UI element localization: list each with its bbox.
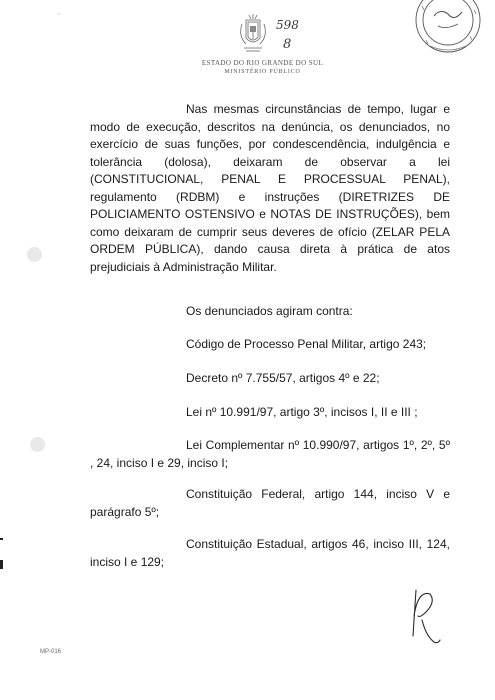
header-state: ESTADO DO RIO GRANDE DO SUL — [201, 59, 324, 67]
form-code: MP-016 — [40, 649, 62, 655]
header-ministry: MINISTÉRIO PÚBLICO — [224, 69, 301, 75]
legal-reference-item — [90, 437, 450, 472]
legal-reference-item: Decreto nº 7.755/57, artigos 4º e 22; — [186, 371, 380, 385]
legal-reference-text: Constituição Federal, artigo 144, inciso V e parágrafo 5º; — [90, 487, 450, 519]
legal-reference-item — [90, 536, 450, 571]
scan-edge-mark — [0, 538, 3, 540]
legal-reference-item: Lei nº 10.991/97, artigo 3º, incisos I, II e III ; — [186, 405, 418, 419]
punch-hole — [30, 437, 45, 452]
handwritten-page-number-text: 598 — [276, 18, 299, 32]
handwritten-page-number — [274, 13, 300, 55]
handwritten-sub-number-text: 8 — [283, 37, 292, 52]
scan-mark: ~ — [57, 12, 61, 18]
intro-line: Os denunciados agiram contra: — [186, 304, 353, 318]
coat-of-arms-icon — [236, 12, 270, 56]
signature-initial — [404, 586, 444, 648]
punch-hole — [27, 247, 42, 262]
main-paragraph-text: Nas mesmas circunstâncias de tempo, lugar e modo de execução, descritos na denúncia, os denunciados, no exercício de suas funções, por condescendência, indulgência e tolerância (dolosa), deixaram de observar a lei (CONSTITUCIONAL, PENAL E PROCESSUAL PENAL), regulamento (RDBM) e instruções (DIRETRIZES DE POLICIAMENTO OSTENSIVO e NOTAS DE INSTRUÇÕES), bem como deixaram de cumprir seus deveres de ofício (ZELAR PELA ORDEM PÚBLICA), dando causa direta à prática de atos prejudiciais à Administração Militar. — [90, 102, 450, 274]
legal-reference-item: Código de Processo Penal Militar, artigo 243; — [186, 337, 427, 351]
legal-reference-text: Constituição Estadual, artigos 46, inciso III, 124, inciso I e 129; — [90, 537, 450, 569]
legal-reference-item — [90, 486, 450, 521]
scan-edge-mark — [0, 560, 3, 569]
main-paragraph — [90, 101, 450, 276]
legal-reference-text: Lei Complementar nº 10.990/97, artigos 1º, 2º, 5º , 24, inciso I e 29, inciso I; — [90, 438, 450, 470]
official-stamp-seal — [404, 0, 495, 70]
